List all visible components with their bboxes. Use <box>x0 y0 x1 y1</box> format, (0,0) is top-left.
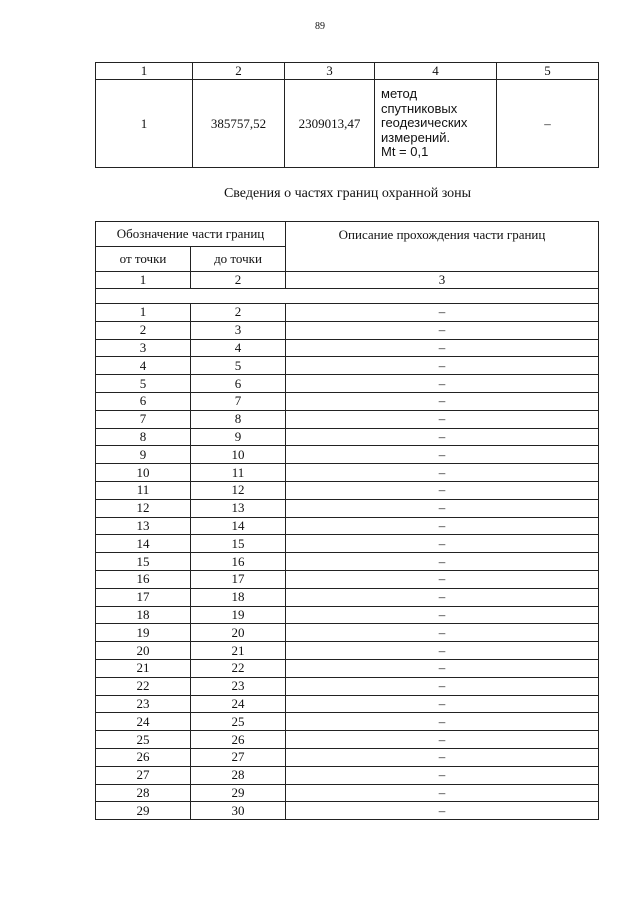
table-row <box>96 339 599 357</box>
from-point-cell: 23 <box>96 695 191 713</box>
table-row <box>96 464 599 482</box>
table-row <box>96 481 599 499</box>
to-point-cell: 6 <box>191 375 286 393</box>
description-cell: – <box>286 375 599 393</box>
to-point-cell: 22 <box>191 659 286 677</box>
page-number: 89 <box>315 21 325 32</box>
header-description-cell: Описание прохождения части границ <box>286 222 599 272</box>
from-point-cell: 18 <box>96 606 191 624</box>
table-row <box>96 766 599 784</box>
description-cell: – <box>286 410 599 428</box>
description-cell: – <box>286 624 599 642</box>
to-point-cell: 15 <box>191 535 286 553</box>
from-point-cell: 5 <box>96 375 191 393</box>
from-point-cell: 10 <box>96 464 191 482</box>
description-cell: – <box>286 802 599 820</box>
table-row <box>96 392 599 410</box>
description-cell: – <box>286 304 599 322</box>
table-row <box>96 410 599 428</box>
table-row <box>96 784 599 802</box>
method-line: метод <box>381 86 418 102</box>
table-row <box>96 695 599 713</box>
header-cell: 1 <box>96 63 193 80</box>
from-point-cell: 1 <box>96 304 191 322</box>
from-point-cell: 7 <box>96 410 191 428</box>
description-cell: – <box>286 357 599 375</box>
table-row <box>96 357 599 375</box>
description-cell: – <box>286 642 599 660</box>
method-line: измерений. <box>381 129 451 145</box>
description-cell: – <box>286 570 599 588</box>
coordinate-x: 385757,52 <box>193 80 285 168</box>
from-point-cell: 2 <box>96 321 191 339</box>
coordinate-y: 2309013,47 <box>285 80 375 168</box>
to-point-cell: 27 <box>191 748 286 766</box>
from-point-cell: 15 <box>96 553 191 571</box>
table-row <box>96 642 599 660</box>
from-point-cell: 8 <box>96 428 191 446</box>
description-cell: – <box>286 713 599 731</box>
column-number-row <box>96 272 599 289</box>
header-from-cell: от точки <box>96 247 191 272</box>
header-cell: 3 <box>285 63 375 80</box>
header-cell: 4 <box>375 63 497 80</box>
coordinates-row <box>96 80 599 168</box>
to-point-cell: 16 <box>191 553 286 571</box>
table-row <box>96 553 599 571</box>
column-number: 1 <box>96 272 191 289</box>
from-point-cell: 29 <box>96 802 191 820</box>
to-point-cell: 10 <box>191 446 286 464</box>
header-row <box>96 222 599 247</box>
from-point-cell: 13 <box>96 517 191 535</box>
description-cell: – <box>286 695 599 713</box>
coordinates-table <box>95 62 599 168</box>
to-point-cell: 30 <box>191 802 286 820</box>
to-point-cell: 23 <box>191 677 286 695</box>
table-row <box>96 517 599 535</box>
description-cell: – <box>286 481 599 499</box>
description-cell: – <box>286 464 599 482</box>
from-point-cell: 3 <box>96 339 191 357</box>
table-row <box>96 428 599 446</box>
to-point-cell: 25 <box>191 713 286 731</box>
from-point-cell: 24 <box>96 713 191 731</box>
table-row <box>96 748 599 766</box>
description-cell: – <box>286 499 599 517</box>
table-row <box>96 446 599 464</box>
to-point-cell: 11 <box>191 464 286 482</box>
spacer-row <box>96 289 599 304</box>
table-row <box>96 499 599 517</box>
to-point-cell: 9 <box>191 428 286 446</box>
description-cell: – <box>286 535 599 553</box>
table-row <box>96 588 599 606</box>
spacer-cell <box>96 289 599 304</box>
from-point-cell: 27 <box>96 766 191 784</box>
description-cell: – <box>286 553 599 571</box>
to-point-cell: 12 <box>191 481 286 499</box>
boundary-parts-table <box>95 221 599 820</box>
description-cell: – <box>286 659 599 677</box>
from-point-cell: 25 <box>96 731 191 749</box>
to-point-cell: 20 <box>191 624 286 642</box>
to-point-cell: 5 <box>191 357 286 375</box>
to-point-cell: 7 <box>191 392 286 410</box>
table-row <box>96 659 599 677</box>
from-point-cell: 17 <box>96 588 191 606</box>
to-point-cell: 28 <box>191 766 286 784</box>
from-point-cell: 12 <box>96 499 191 517</box>
description-cell: – <box>286 784 599 802</box>
table-row <box>96 802 599 820</box>
to-point-cell: 26 <box>191 731 286 749</box>
description-cell: – <box>286 748 599 766</box>
from-point-cell: 9 <box>96 446 191 464</box>
description-cell: – <box>286 766 599 784</box>
method-line: Mt = 0,1 <box>381 144 429 160</box>
from-point-cell: 20 <box>96 642 191 660</box>
from-point-cell: 11 <box>96 481 191 499</box>
to-point-cell: 4 <box>191 339 286 357</box>
table-row <box>96 713 599 731</box>
description-cell: – <box>286 446 599 464</box>
table-row <box>96 535 599 553</box>
description-cell: – <box>286 731 599 749</box>
header-group-cell: Обозначение части границ <box>96 222 286 247</box>
description-cell: – <box>286 588 599 606</box>
table-row <box>96 570 599 588</box>
header-cell: 2 <box>193 63 285 80</box>
to-point-cell: 8 <box>191 410 286 428</box>
description-cell: – <box>286 392 599 410</box>
method-description <box>375 80 497 168</box>
table-row <box>96 304 599 322</box>
to-point-cell: 24 <box>191 695 286 713</box>
to-point-cell: 13 <box>191 499 286 517</box>
to-point-cell: 3 <box>191 321 286 339</box>
table-row <box>96 731 599 749</box>
description-cell: – <box>286 428 599 446</box>
to-point-cell: 18 <box>191 588 286 606</box>
to-point-cell: 17 <box>191 570 286 588</box>
header-to-cell: до точки <box>191 247 286 272</box>
table-row <box>96 321 599 339</box>
table-row <box>96 624 599 642</box>
from-point-cell: 16 <box>96 570 191 588</box>
from-point-cell: 4 <box>96 357 191 375</box>
description-cell: – <box>286 677 599 695</box>
description-cell: – <box>286 517 599 535</box>
from-point-cell: 21 <box>96 659 191 677</box>
from-point-cell: 26 <box>96 748 191 766</box>
to-point-cell: 14 <box>191 517 286 535</box>
column-number: 2 <box>191 272 286 289</box>
from-point-cell: 14 <box>96 535 191 553</box>
section-caption: Сведения о частях границ охранной зоны <box>223 186 472 201</box>
point-number: 1 <box>96 80 193 168</box>
method-line: спутниковых <box>381 100 458 116</box>
to-point-cell: 19 <box>191 606 286 624</box>
coordinates-header-row <box>96 63 599 80</box>
to-point-cell: 2 <box>191 304 286 322</box>
table-row <box>96 606 599 624</box>
description-cell: – <box>286 339 599 357</box>
from-point-cell: 28 <box>96 784 191 802</box>
table-row <box>96 677 599 695</box>
from-point-cell: 6 <box>96 392 191 410</box>
method-line: геодезических <box>381 115 468 131</box>
description-cell: – <box>286 321 599 339</box>
column-number: 3 <box>286 272 599 289</box>
from-point-cell: 22 <box>96 677 191 695</box>
description-cell: – <box>286 606 599 624</box>
table-row <box>96 375 599 393</box>
col5-value: – <box>497 80 599 168</box>
to-point-cell: 29 <box>191 784 286 802</box>
from-point-cell: 19 <box>96 624 191 642</box>
to-point-cell: 21 <box>191 642 286 660</box>
header-cell: 5 <box>497 63 599 80</box>
